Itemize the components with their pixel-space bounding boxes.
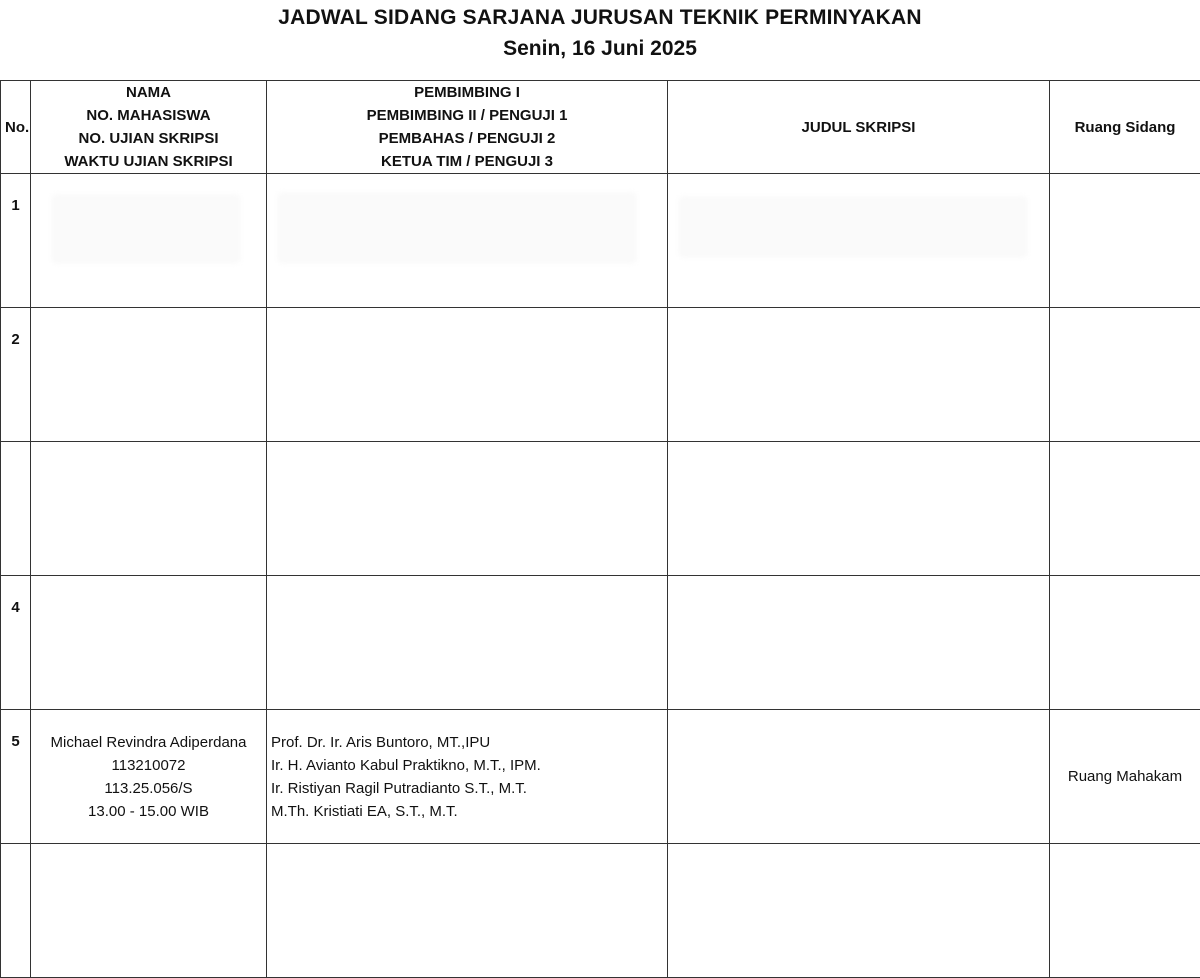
- row-number: [1, 844, 31, 978]
- column-header-judul: JUDUL SKRIPSI: [668, 81, 1050, 174]
- redacted-cell: [668, 710, 1050, 844]
- header-no-mahasiswa: NO. MAHASISWA: [35, 104, 262, 127]
- header-waktu: WAKTU UJIAN SKRIPSI: [35, 150, 262, 173]
- student-number: 113210072: [35, 754, 262, 777]
- redacted-cell: [668, 308, 1050, 442]
- penguji-2-name: Ir. Ristiyan Ragil Putradianto S.T., M.T.: [271, 777, 663, 800]
- schedule-date: Senin, 16 Juni 2025: [0, 37, 1200, 61]
- redacted-cell: [31, 442, 267, 576]
- column-header-pembimbing: [267, 81, 668, 174]
- pembimbing-cell: [267, 710, 668, 844]
- redacted-cell: [267, 174, 668, 308]
- redacted-cell: [1050, 308, 1200, 442]
- table-row: [1, 174, 1200, 308]
- redacted-cell: [1050, 844, 1200, 978]
- header-nama: NAMA: [35, 81, 262, 104]
- table-row: [1, 710, 1200, 844]
- redacted-cell: [668, 442, 1050, 576]
- redacted-cell: [668, 576, 1050, 710]
- header-pembimbing-1: PEMBIMBING I: [271, 81, 663, 104]
- mahasiswa-cell: [31, 710, 267, 844]
- redacted-cell: [668, 174, 1050, 308]
- row-number: 2: [1, 308, 31, 442]
- redacted-cell: [668, 844, 1050, 978]
- table-header-row: [1, 81, 1200, 174]
- table-row: [1, 576, 1200, 710]
- schedule-table: [0, 80, 1200, 978]
- column-header-ruang: Ruang Sidang: [1050, 81, 1200, 174]
- penguji-1-name: Ir. H. Avianto Kabul Praktikno, M.T., IPM.: [271, 754, 663, 777]
- column-header-no: No.: [1, 81, 31, 174]
- student-name: Michael Revindra Adiperdana: [35, 731, 262, 754]
- page-title: JADWAL SIDANG SARJANA JURUSAN TEKNIK PERMINYAKAN: [0, 6, 1200, 30]
- row-number: 1: [1, 174, 31, 308]
- header-no-ujian: NO. UJIAN SKRIPSI: [35, 127, 262, 150]
- column-header-mahasiswa: [31, 81, 267, 174]
- penguji-3-name: M.Th. Kristiati EA, S.T., M.T.: [271, 800, 663, 823]
- redacted-cell: [1050, 442, 1200, 576]
- redacted-cell: [1050, 174, 1200, 308]
- redacted-cell: [31, 308, 267, 442]
- row-number: 4: [1, 576, 31, 710]
- redacted-cell: [31, 844, 267, 978]
- redacted-cell: [267, 442, 668, 576]
- exam-time: 13.00 - 15.00 WIB: [35, 800, 262, 823]
- room-cell: Ruang Mahakam: [1050, 710, 1200, 844]
- table-row: [1, 442, 1200, 576]
- redacted-cell: [267, 576, 668, 710]
- redacted-cell: [31, 576, 267, 710]
- header-penguji-3: KETUA TIM / PENGUJI 3: [271, 150, 663, 173]
- row-number: 5: [1, 710, 31, 844]
- redacted-cell: [1050, 576, 1200, 710]
- header-penguji-1: PEMBIMBING II / PENGUJI 1: [271, 104, 663, 127]
- pembimbing-1-name: Prof. Dr. Ir. Aris Buntoro, MT.,IPU: [271, 731, 663, 754]
- redacted-cell: [31, 174, 267, 308]
- header-penguji-2: PEMBAHAS / PENGUJI 2: [271, 127, 663, 150]
- redacted-cell: [267, 844, 668, 978]
- table-row: [1, 308, 1200, 442]
- redacted-cell: [267, 308, 668, 442]
- row-number: [1, 442, 31, 576]
- table-row: [1, 844, 1200, 978]
- exam-number: 113.25.056/S: [35, 777, 262, 800]
